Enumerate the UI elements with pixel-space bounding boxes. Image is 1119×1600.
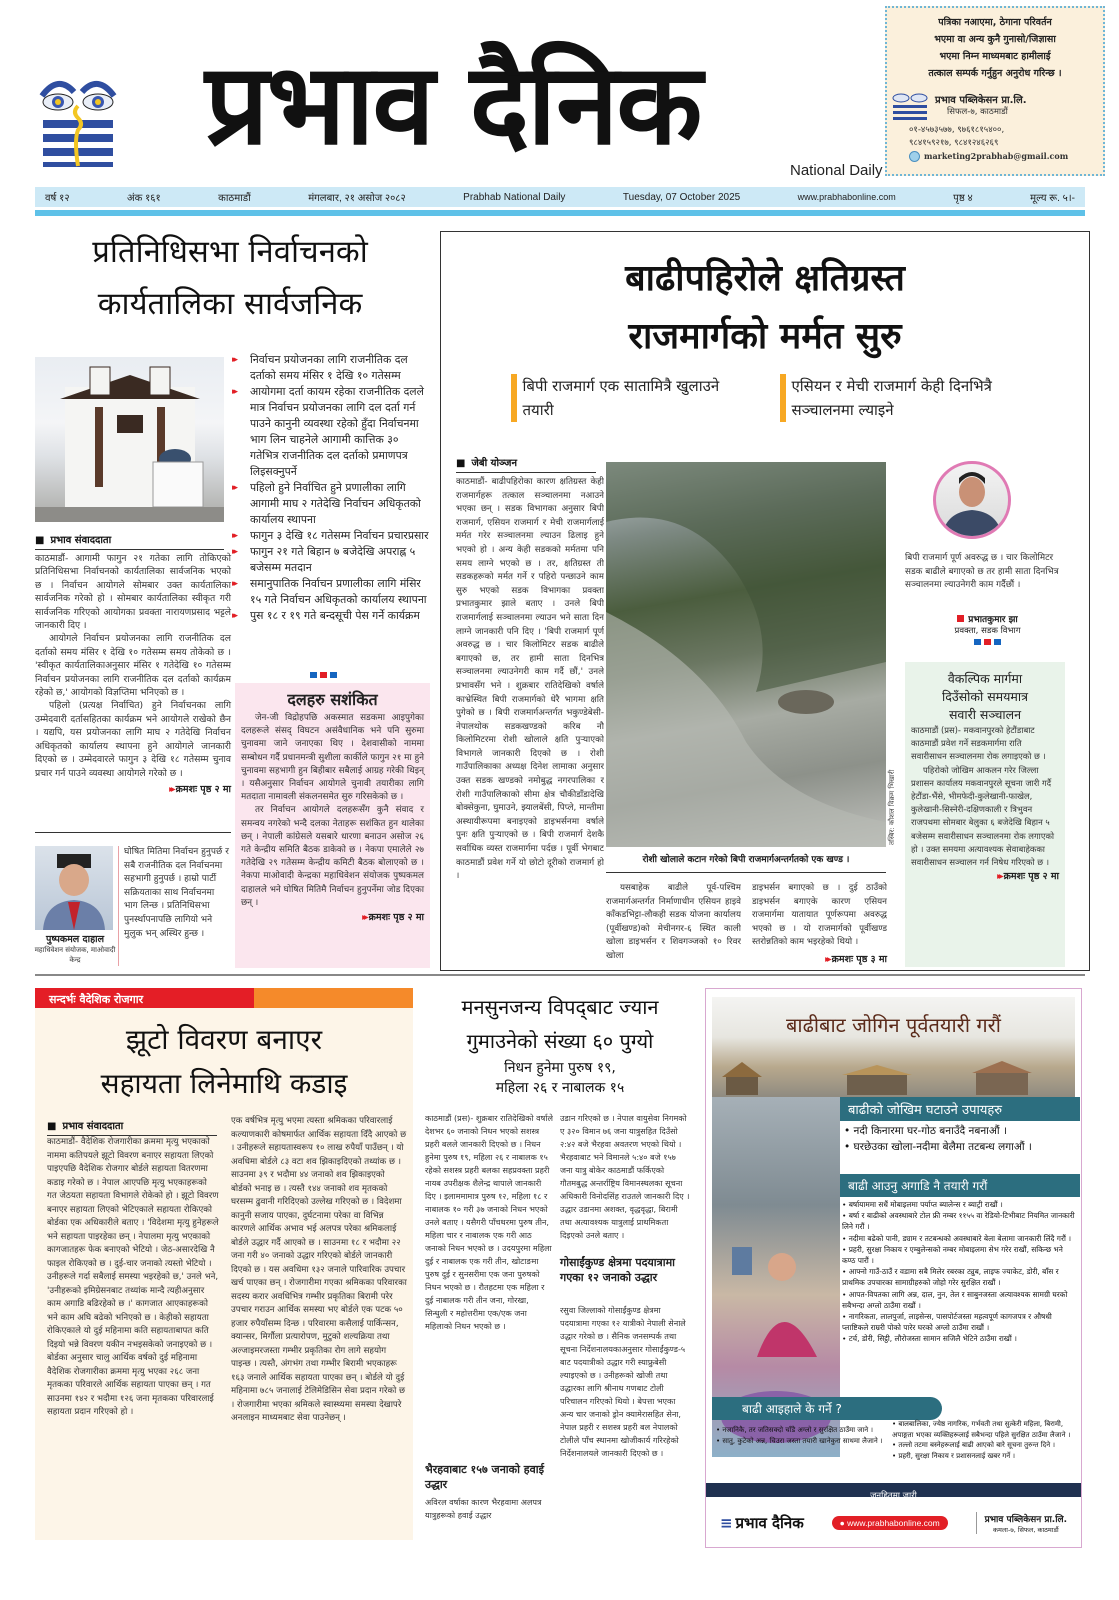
section-label: सन्दर्भः वैदेशिक रोजगार — [49, 993, 144, 1006]
ad-list-item: • सातु, कुटेको अन्न, चिउरा जस्ता तयारी खानेकुरा साथमा लैजाने । — [716, 1437, 883, 1445]
photo-caption: रोशी खोलाले कटान गरेको बिपी राजमार्गअन्तर्गतको एक खण्ड । — [642, 855, 850, 865]
divider — [35, 210, 1085, 216]
notice-box — [885, 6, 1105, 176]
publisher-name: प्रभाव पब्लिकेसन प्रा.लि. — [984, 1515, 1068, 1525]
highlight-item: ▸▸ निर्वाचन प्रयोजनका लागि राजनीतिक दल दर्ताको समय मंसिर १ देखि १० गतेसम्म — [232, 352, 430, 384]
story1-byline: ■ प्रभाव संवाददाता — [35, 532, 224, 550]
section-banner — [35, 988, 413, 1008]
monsoon-headline — [425, 990, 695, 1098]
quote-name-text: प्रभातकुमार झा — [968, 615, 1018, 625]
email-icon — [909, 151, 920, 162]
headline-line: गुमाउनेको संख्या ६० पुग्यो — [466, 1029, 654, 1053]
flood-awareness-ad — [705, 988, 1082, 1548]
story1-body — [35, 552, 231, 795]
ad-heading-prepare: बाढी आउनु अगाडि नै तयारी गरौं — [840, 1174, 1080, 1197]
ad-banner — [712, 997, 1075, 1097]
quote-name — [905, 612, 1070, 625]
highlight-item: ▸▸ फागुन २१ गते बिहान ७ बजेदेखि अपराह्न ५ बजेसम्म मतदान — [232, 544, 430, 576]
divider — [118, 846, 119, 966]
dahal-caption — [30, 932, 120, 965]
ad-during-left — [716, 1425, 886, 1447]
foreign-job-story — [35, 1008, 413, 1540]
ad-list-item: • टर्च, डोरी, सिट्ठी, लौरोजस्ता सामान सजिलै भेटिने ठाउँमा राखौं । — [842, 1334, 1017, 1344]
column: एक वर्षभित्र मृत्यु भएमा त्यस्ता श्रमिकका परिवारलाई कल्याणकारी कोषमार्फत आर्थिक सहायता दिँदै आएको छ । उनीहरूले सहायतास्वरूप १० लाख रुपैयाँ पाउँछन् । यो अवधिमा बोर्डले ८३ वटा शव झिकाइदिएको तथ्यांक छ । साउनमा ३९ र भदौमा ४४ जनाको शव झिकाइएको बोर्डको भनाइ छ । त्यस्तै १४४ जनाको शव मृतकको घरसम्म ढुवानी गरिदिएको उल्लेख गरिएको छ । विदेशमा कानुनी सजाय पाएका, दुर्घटनामा परेका वा विभिन्न कारणले आर्थिक अभाव भई अलपत्र परेका श्रमिकलाई बोर्डले उद्धार गर्दै आएको छ । साउनमा १८ र भदौमा २२ जना गरी ४० जनाको उद्धार गरिएको बोर्डले जानकारी दिएको छ । यस अवधिमा १३२ जनाले पारिवारिक उपचार खर्च पाएका छन् । रोजगारीमा गएका श्रमिकका परिवारका सदस्य करार अवधिभित्र गम्भीर प्रकृतिका बिरामी परेर उपचार गराउन आर्थिक समस्या भए बोर्डले एक पटक ५० हजार रुपैयाँसम्म दिन्छ । परिवारमा कसैलाई पार्किन्सन, क्यान्सर, मिर्गौला प्रत्यारोपण, मुटुको शल्यक्रिया तथा अल्जाइमरजस्ता गम्भीर प्रकृतिका रोग लागे सहयोग पाइन्छ । त्यस्तै, अंगभंग तथा गम्भीर बिरामी भएकाहरू १६३ जनाले आर्थिक सहायता पाएका छन् । बोर्डले यो दुई महिनामा ७८५ जनालाई टेलिमेडिसिन सेवा प्रदान गरेको छ । रोजगारीमा भएका श्रमिकले स्वास्थ्यमा समस्या देखापरे अनलाइन माध्यमबाट सेवा पाउनेछन् । — [231, 1116, 407, 1423]
highlight-item: ▸▸ पहिलो हुने निर्वाचित हुने प्रणालीका लागि आगामी माघ २ गतेदेखि निर्वाचन अधिकृतको कार्यालय स्थापना — [232, 480, 430, 528]
divider — [606, 872, 886, 873]
sub-heading: गोसाईंकुण्ड क्षेत्रमा पदयात्रामा गएका १२ जनाको उद्धार — [560, 1256, 675, 1284]
masthead-subtitle: National Daily — [790, 162, 883, 179]
jha-quote: बिपी राजमार्ग पूर्ण अवरुद्ध छ । चार किलोमिटर सडक बाढीले बगाएको छ तर हामी साता दिनभित्र सञ्चालनमा ल्याउनेगरी काम गर्दैछौं । — [905, 553, 1059, 591]
notice-line: भएमा निम्न माध्यमबाट हामीलाई — [939, 51, 1051, 62]
notice-line: पत्रिका नआएमा, ठेगाना परिवर्तन — [938, 17, 1052, 28]
section-dots — [905, 639, 1070, 645]
buddha-eyes-icon: ≡ — [719, 1514, 733, 1532]
subheadline: महिला २६ र नाबालक १५ — [495, 1080, 625, 1096]
section-dots — [310, 672, 337, 678]
headline-line: कार्यतालिका सार्वजनिक — [97, 286, 363, 322]
monsoon-col1b: अविरल वर्षाका कारण भैरहवामा अलपत्र यात्रुहरूको हवाई उद्धार — [425, 1497, 542, 1520]
story1-headline — [30, 226, 430, 330]
election-commission-photo — [35, 357, 224, 522]
ad-list-item: • आपत-विपतका लागि अन्न, दाल, नुन, तेल र साबुनजस्ता अत्यावश्यक सामग्री घरको सबैभन्दा अग्लो ठाउँमा राखौं । — [842, 1289, 1068, 1310]
monsoon-col2b: रसुवा जिल्लाको गोसाईंकुण्ड क्षेत्रमा पदयात्रामा गएका १२ यात्रीको नेपाली सेनाले उद्धार गरेको छ । सैनिक जनसम्पर्क तथा सूचना निर्देशनालयकाअनुसार गोसाईंकुण्ड-५ बाट पदयात्रीको उद्धार गरी स्याफ्रुबेसी ल्याइएको छ । उनीहरूको खोजी तथा उद्धारका लागि श्रीनाथ गणबाट टोली परिचालन गरिएको थियो । बेपत्ता भएका अन्य चार जनाको ड्रोन क्यामेरासहित सेना, नेपाल प्रहरी र सशस्त्र प्रहरी बल नेपालको टोलीले पाँच स्थानमा खोजीकार्य गरिरहेको निर्देशनालयले जानकारी दिएको छ । — [560, 1305, 686, 1458]
paragraph: पहिलो (प्रत्यक्ष निर्वाचित) हुने निर्वाचनका लागि उम्मेदवारी दर्तासहितका कार्यक्रम भने आयोगले राखेको छैन । यद्यपि, यस प्रयोजनका लागि माघ २ गतेदेखि निर्वाचन अधिकृतको कार्यालय स्थापना हुने आयोगले जानकारी दिएको छ । उम्मेदवारले फागुन ३ देखि १८ गतेसम्म चुनाव प्रचार गर्न पाउने व्यवस्था आयोगले गरेको छ । — [35, 700, 231, 779]
publisher-block — [976, 1512, 1067, 1534]
sidebar-title — [905, 662, 1065, 724]
quote-role: महाधिवेशन संयोजक, माओवादी केन्द्र — [34, 946, 116, 964]
ad-list-item: • नदी किनारमा घर-गोठ बनाउँदै नबनाऔं । — [844, 1125, 1007, 1137]
ad-prepare-list — [842, 1199, 1078, 1345]
quote-role: प्रवक्ता, सडक विभाग — [954, 626, 1021, 636]
monsoon-col1: काठमाडौं (प्रस)- शुक्रबार रातिदेखिको वर्षाले देशभर ६० जनाको निधन भएको सशस्त्र प्रहरी बलले जानकारी दिएको छ । निधन हुनेमा पुरुष १९, महिला २६ र नाबालक १५ रहेको सशस्त्र प्रहरी बलका सहप्रवक्ता प्रहरी नायब उपरीक्षक शैलेन्द्र थापाले जानकारी दिए । इलाममामात्र पुरुष १२, महिला १८ र नाबालक १० गरी ३७ जनाको निधन भएको उनले बताए । यसैगरी पाँचथरमा पुरुष तीन, महिला चार र नाबालक एक गरी आठ जनाको निधन भएको छ । उदयपुरमा महिला दुई र नाबालक एक गरी तीन, खोटाङमा पुरुष दुई र सुनसरीमा एक जना पुरुषको निधन भएको छ । रौतहटमा एक महिला र दुई नाबालक गरी तीन जना, गोरखा, सिन्धुली र महोत्तरीमा एक/एक जना महिलाको निधन भएको छ । — [425, 1113, 553, 1331]
ad-list-item: • तल्लो तटमा बस्नेहरूलाई बाढी आएको बारे सूचना तुरुन्त दिने । — [892, 1441, 1056, 1450]
main-body: काठमाडौं- बाढीपहिरोका कारण क्षतिग्रस्त केही राजमार्गहरू तत्काल सञ्चालनमा नआउने भएका छन् । सडक विभागका अनुसार बिपी राजमार्ग, एसियन राजमार्ग र मेची राजमार्गलाई मर्मत गरेर सञ्चालनमा ल्याउन ढिलाइ हुने भएको हो । अन्य केही सडकको मर्मतमा पनि समय लाग्ने भएको छ । तर, क्षतिग्रस्त ती सडकहरूको मर्मत गर्ने र पहिरो पन्छाउने काम सुरु भएको सडक विभागका प्रवक्ता प्रभातकुमार झाले बताए । उनले बिपी राजमार्गलाई सञ्चालनमा ल्याउन भने साता दिन लाग्ने जानकारी पनि दिए । 'बिपी राजमार्ग पूर्ण अवरुद्ध छ । चार किलोमिटर सडक बाढीले बगाएको छ, तर हामी साता दिनभित्र सञ्चालनमा ल्याउनेगरी काम गर्दै छौं,' उनले प्रभावसँग भने । शुक्रबार रातिदेखिको वर्षाले काभ्रेस्थित बिपी राजमार्गको धेरै भागमा क्षति पुगेको छ । बिपी राजमार्गअन्तर्गत भकुण्डेबेसी-नेपालथोक सडकखण्डको करिब नौ किलोमिटरमा रोशी खोलाले क्षति पुर्‍याएको विभागले जानकारी दिएको छ । रोशी गाउँपालिकाका अध्यक्ष दिनेश लामाका अनुसार उक्त सडक खण्डको नमोबुद्ध नगरपालिका र रोशी गाउँपालिकाको सीमा क्षेत्र चौकीडाँडादेखि बोक्सेकुना, घुमाउने, झ्यालबेंसी, पिप्ले, मान्तीमा अस्थायीरूपमा बनाइएको डाइभर्सनमा वर्षाले पुनः क्षति पुर्‍याएको छ । बिपी राजमार्ग देशकै सर्वाधिक व्यस्त राजमार्गमा पर्दछ । पूर्वी भेगबाट काठमाडौं प्रवेश गर्ने यो छोटो दूरीको राजमार्ग हो । — [456, 477, 604, 882]
date-english: Tuesday, 07 October 2025 — [622, 191, 741, 203]
paragraph: आयोगले निर्वाचन प्रयोजनका लागि राजनीतिक दल दर्ताको समय मंसिर १ देखि १० गतेसम्म समय तोकेको छ । 'स्वीकृत कार्यतालिकाअनुसार मंसिर १ गतेदेखि १० गतेसम्म निर्वाचन प्रयोजनका लागि राजनीतिक दल दर्ताको कार्यक्रम रहेको छ,' आयोगको विज्ञप्तिमा भनिएको छ । — [35, 633, 231, 699]
ad-heading-reduce: बाढीको जोखिम घटाउने उपायहरु — [840, 1097, 1080, 1121]
continued-link[interactable]: ▸▸ क्रमशः पृष्ठ २ मा — [35, 782, 231, 795]
ad-list-item: • बर्षायाममा सधैं मोबाइलमा पर्याप्त ब्यालेन्स र ब्याट्री राखौं । — [842, 1200, 1003, 1209]
public-interest-label: जनहितमा जारी — [870, 1491, 917, 1501]
website-link[interactable]: www.prabhabonline.com — [797, 192, 896, 202]
place: काठमाडौं — [218, 193, 251, 204]
deck-2: एसियन र मेची राजमार्ग केही दिनभित्रै सञ्चालनमा ल्याइने — [780, 374, 1020, 422]
title-line: वैकल्पिक मार्गमा — [947, 671, 1023, 686]
green-sidebar — [905, 662, 1065, 967]
sub-heading: भैरहवाबाट १५७ जनाको हवाई उद्धार — [425, 1463, 544, 1491]
headline-line: बाढीपहिरोले क्षतिग्रस्त — [625, 258, 905, 299]
photo-credit: तस्बिर: कौशल विक्रम भिखारी — [888, 769, 896, 845]
website-text: www.prabhabonline.com — [847, 1518, 940, 1528]
highlight-item: ▸▸ आयोगमा दर्ता कायम रहेका राजनीतिक दलले मात्र निर्वाचन प्रयोजनका लागि दल दर्ता गर्न पाउने कानुनी व्यवस्था रहेको हुँदा निर्वाचनमा भाग लिन चाहनेले आगामी कात्तिक ३० गतेभित्र राजनीतिक दल दर्ताको प्रमाणपत्र लिइसक्नुपर्ने — [232, 384, 430, 480]
headline — [35, 1018, 413, 1106]
ad-list-item: • प्रहरी, सुरक्षा निकाय र एम्बुलेन्सको नम्बर मोबाइलमा सेभ गरेर राखौं, सकिन्छ भने कण्ठ पारौं । — [842, 1244, 1063, 1266]
ad-heading-during: बाढी आइहाले के गर्ने ? — [712, 1397, 942, 1420]
divider — [35, 974, 1085, 976]
headline-line: झूटो विवरण बनाएर — [125, 1023, 323, 1056]
date-bar — [35, 187, 1085, 207]
notice-email[interactable]: marketing2prabhab@gmail.com — [924, 151, 1069, 161]
buddha-eyes-logo — [38, 62, 118, 167]
dahal-photo — [35, 846, 113, 930]
publisher-address: कमला-७, सिफल, काठमाडौं — [993, 1526, 1059, 1534]
brand-name: प्रभाव दैनिक — [735, 1514, 804, 1532]
subheadline: निधन हुनेमा पुरुष १९, — [504, 1060, 616, 1076]
title-line: दिउँसोको समयमात्र — [941, 689, 1028, 704]
page-number: पृष्ठ ४ — [953, 193, 973, 204]
paragraph: काठमाडौं- आगामी फागुन २१ गतेका लागि तोकिएको प्रतिनिधिसभा निर्वाचनको कार्यतालिका सार्वजनिक भएको छ । निर्वाचन आयोगले सोमबार उक्त कार्यतालिका सार्वजनिक गरेको हो । सोमबार कार्यतालिका स्वीकृत गरी सार्वजनिक गरिएको आयोगका प्रवक्ता नारायणप्रसाद भट्टले जानकारी दिए । — [35, 553, 231, 632]
ad-list-item: • नागरिकता, लालपुर्जा, लाइसेन्स, पासपोर्टजस्ता महत्वपूर्ण कागजपत्र र औषधी प्लाष्टिकले राम्ररी पोको पारेर घरको अग्लो ठाउँमा राखौं । — [842, 1312, 1052, 1333]
notice-publisher: प्रभाव पब्लिकेसन प्रा.लि. — [935, 95, 1027, 106]
globe-icon: ● — [839, 1518, 848, 1528]
headline-line: सहायता लिनेमाथि कडाइ — [100, 1067, 348, 1100]
ad-during-right — [892, 1419, 1078, 1461]
sidebar-title: दलहरु सशंकित — [287, 690, 378, 709]
headline-line: प्रतिनिधिसभा निर्वाचनको — [92, 234, 368, 270]
notice-phones: ९८४१५९२१७, ९८४१२४६२६९ — [909, 138, 999, 148]
price: मूल्य रू. ५।- — [1030, 193, 1075, 204]
notice-line: तत्काल सम्पर्क गर्नुहुन अनुरोध गरिन्छ । — [928, 68, 1062, 79]
ad-reduce-list — [844, 1123, 1076, 1155]
ad-list-item: • बर्षा र बाढीको अवस्थाबारे टोल फ्री नम्बर ११५५ वा रेडियो-टिभीबाट नियमित जानकारी लिने गरौं । — [842, 1211, 1075, 1232]
ad-list-item: • प्रहरी, सुरक्षा निकाय र प्रशासनलाई खबर गर्ने । — [892, 1451, 1016, 1460]
road-damage-photo — [606, 462, 886, 847]
dahal-quote: घोषित मितिमा निर्वाचन हुनुपर्छ र सबै राजनीतिक दल निर्वाचनमा सहभागी हुनुपर्छ । हाम्रो पार्टी सक्रियताका साथ निर्वाचनमा भाग लिन्छ । प्रतिनिधिसभा पुनर्स्थापनापछि लागियो भने मुलुक भन् अस्थिर हुन्छ । — [124, 847, 229, 939]
date-nepali: मंगलबार, २१ असोज २०८२ — [308, 193, 406, 204]
main-body-3: डाइभर्सन बगाएको छ । दुई ठाउँको डाइभर्सन बगाएके कारण एसियन राजमार्गमा यातायात पूर्णरूपमा अवरुद्ध भएको छ । यो राजमार्गको पूर्वीखण्ड स्तरोन्नतिको काम भइरहेको थियो । — [752, 883, 887, 948]
ad-list-item: • नजानिकै, तर जतिसक्दो चाँडै अग्लो र सुरक्षित ठाउँमा जाने । — [716, 1426, 874, 1434]
headline-line: राजमार्गको मर्मत सुरु — [628, 316, 902, 357]
highlight-item: ▸▸ पुस १८ र १९ गते बन्दसूची पेस गर्ने कार्यक्रम — [232, 608, 430, 624]
continued-link[interactable]: ▸▸ क्रमशः पृष्ठ २ मा — [905, 869, 1065, 882]
buddha-eyes-logo-small — [891, 92, 929, 122]
title-line: सवारी सञ्चालन — [948, 707, 1022, 722]
website-button[interactable] — [832, 1516, 948, 1530]
ad-title: बाढीबाट जोगिन पूर्वतयारी गरौं — [786, 1013, 1001, 1037]
monsoon-col2: उडान गरिएको छ । नेपाल वायुसेवा निगमको ए ३२० विमान ७६ जना यात्रुसहित दिउँसो २:४२ बजे भैरहवा अवतरण भएको थियो । भैरहवाबाट भने विमानले ५:४० बजे १५७ जना यात्रु बोकेर काठमाडौं फर्किएको गौतमबुद्ध अन्तर्राष्ट्रिय विमानस्थलका सूचना अधिकारी विनोदसिंह राउतले जानकारी दिए । उद्धार उडानमा अशक्त, वृद्धवृद्धा, बिरामी तथा अत्यावश्यक यात्रुलाई प्राथमिकता दिइएको उनले बताए । — [560, 1113, 690, 1240]
ad-footer — [706, 1499, 1081, 1547]
quote-name: पुष्पकमल दाहाल — [45, 934, 105, 945]
main-body-2: यसबाहेक बाढीले पूर्व-पश्चिम राजमार्गअन्तर्गत निर्माणाधीन एसियन हाइवे काँकडभिट्टा-लौकही सडक योजना कार्यालय (पूर्वीखण्ड)को मेचीनगर-६ स्थित काली खोला डाइभर्सन र शिवगञ्जको १० रिवर खोला — [606, 883, 741, 961]
paragraph: जेन-जी विद्रोहपछि अकस्मात सडकमा आइपुगेका दलहरूले संसद् विघटन असंवैधानिक भने पनि सुरुमा चुनावमा जाने जनाएका थिए । देशवासीको नाममा सम्बोधन गर्दै प्रधानमन्त्री सुशीला कार्कीले फागुन २१ मा हुने चुनावमा सहभागी हुन बिहीबार सबैलाई आग्रह गरेकी थिइन् । यसैअनुसार निर्वाचन आयोगले चुनावी तयारीका लागि मतदाता नामावली संकलनसमेत सुरु गरिसकेको छ । — [241, 713, 424, 803]
main-headline — [441, 250, 1089, 366]
story1-highlights — [232, 352, 430, 624]
ad-list-item: • आफ्नो गाउँ-ठाउँ र वडामा सबै मिलेर रबरका ट्युब, लाइफ ज्याकेट, डोरी, बाँस र प्राथमिक उपचारका सामाग्रीहरुको जोहो गरेर सुरक्षित राखौं । — [842, 1267, 1059, 1288]
jha-photo — [933, 461, 1011, 539]
paper-name-en: Prabhab National Daily — [463, 191, 566, 203]
divider — [35, 832, 231, 833]
jha-attribution — [905, 612, 1070, 645]
masthead-title: प्रभाव दैनिक — [205, 40, 701, 170]
column: काठमाडौं- वैदेशिक रोजगारीका क्रममा मृत्यु भएकाको नाममा कतिपयले झूटो विवरण बनाएर सहायता लिएको पाइएपछि वैदेशिक रोजगार बोर्डले सहायता वितरणमा कडाइ गरेको छ । नेपाल आएपछि मृत्यु भएकाहरूको गत जेठयता सहायता विभागले रोकेको हो । झूटो विवरण बनाएर सहायता लिएको भेटिएकाले सहायता रोकिएको बोर्डका एक अधिकारीले बताए । 'विदेशमा मृत्यु हुनेहरूले भने सहायता पाइरहेका छन् । नेपालमा मृत्यु भएकाको कागजातहरू फेक बनाएको भेटियो । जेठ-असारदेखि नै फाइल रोकिएको छ । दुई-चार जनाको त्यस्तो भेटियो । उनीहरूले गर्दा सबैलाई समस्या भइरहेको छ,' उनले भने, 'उनीहरूको इमिग्रेसनबाट तथ्यांक मान्दै त्यहीअनुसार काम अगाडि बढिरहेको छ ।' कागजात आएकाहरूको भने काम अघि बढेको भनिएको छ । केहीको सहायता रोकिएकाले यो दुई महिनामा कति सहायताबापत कति दिइयो भन्ने विवरण यकीन नभइसकेको जनाइएको छ । बोर्डका अनुसार चालु आर्थिक वर्षको दुई महिनामा वैदेशिक रोजगारीका क्रममा मृत्यु भएका २६८ जना मृतकका परिवारले आर्थिक सहायता पाएका छन् । गत साउनमा १४२ र भदौमा १२६ जना मृतकका परिवारलाई सहायता प्रदान गरिएको हो । — [47, 1137, 219, 1417]
paragraph: काठमाडौं (प्रस)- मकवानपुरको हेटौंडाबाट काठमाडौं प्रवेश गर्ने सडकमार्गमा राति सवारीसाधन सञ्चालनमा रोक लगाइएको छ । — [911, 725, 1046, 762]
deck-1: बिपी राजमार्ग एक सातामित्रै खुलाउने तयारी — [511, 374, 721, 422]
byline: ■ प्रभाव संवाददाता — [47, 1118, 217, 1136]
pink-sidebar — [235, 683, 430, 968]
continued-link[interactable]: ▸▸ क्रमशः पृष्ठ ३ मा — [752, 952, 887, 965]
paragraph: तर निर्वाचन आयोगले दलहरूसँग कुनै संवाद र समन्वय नगरेको भन्दै दलका नेताहरू सशंकित हुन थालेका छन् । नेपाली कांग्रेसले यसबारे धारणा बनाउन असोज २६ गते केन्द्रीय समिति बैठक डाकेको छ । नेकपा एमालेले २७ गतेदेखि २९ गतेसम्म केन्द्रीय कमिटी बैठक बोलाएको छ । नेकपा माओवादी केन्द्रका महाधिवेशन संयोजक पुष्पकमल दाहालले भने घोषित मितिमै निर्वाचन हुनुपर्नेमा जोड दिएका छन् । — [241, 805, 424, 908]
issue-number: अंक १६१ — [126, 193, 161, 204]
notice-address: सिफल-७, काठमाडौं — [947, 107, 1008, 117]
paragraph: पहिरोको जोखिम आकलन गरेर जिल्ला प्रशासन कार्यालय मकवानपुरले सूचना जारी गर्दै हेटौंडा-भैंसे, भीमफेदी-कुलेखानी-फाखेल, कुलेखानी-सिस्नेरी-दक्षिणकाली र त्रिभुवन राजपथमा सोमबार बेलुका ६ बजेदेखि बिहान ५ बजेसम्म सवारीसाधन सञ्चालनमा रोक लगाएको हो । उक्त समयमा अत्यावश्यक सेवाबाहेकका सवारीसाधन सञ्चालन गर्न निषेध गरिएको छ । — [911, 764, 1055, 868]
headline-line: मनसुनजन्य विपद्‌बाट ज्यान — [461, 995, 659, 1019]
ad-list-item: • नदीमा बढेको पानी, ड्याम र तटबन्धको अवस्थाबारे बेला बेलामा जानकारी लिंदै गरौं । — [842, 1233, 1072, 1243]
brand-logo — [720, 1513, 804, 1533]
ad-footer-band — [706, 1483, 1081, 1501]
continued-link[interactable]: ▸▸ क्रमशः पृष्ठ २ मा — [235, 910, 430, 923]
notice-phones: ०१-४५७३५७७, ९७६१८१५४००, — [909, 125, 1005, 135]
volume-year: वर्ष १२ — [45, 193, 70, 204]
highlight-item: ▸▸ समानुपातिक निर्वाचन प्रणालीका लागि मंसिर १५ गते निर्वाचन अधिकृतको कार्यालय स्थापना — [232, 576, 430, 608]
highlight-item: ▸▸ फागुन ३ देखि १८ गतेसम्म निर्वाचन प्रचारप्रसार — [232, 528, 430, 544]
ad-list-item: • घरछेउका खोला-नदीमा बेलैमा तटबन्ध लगाऔं । — [844, 1141, 1032, 1153]
notice-line: भएमा वा अन्य कुनै गुनासो/जिज्ञासा — [934, 34, 1056, 45]
main-byline: ■ जेबी योञ्जन — [456, 455, 596, 473]
ad-list-item: • बालबालिका, ज्येष्ठ नागरिक, गर्भवती तथा सुत्केरी महिला, बिरामी, अपाङ्गता भएका व्यक्तिहरूलाई सबैभन्दा पहिले सुरक्षित ठाउँमा लैजाने । — [892, 1420, 1071, 1439]
